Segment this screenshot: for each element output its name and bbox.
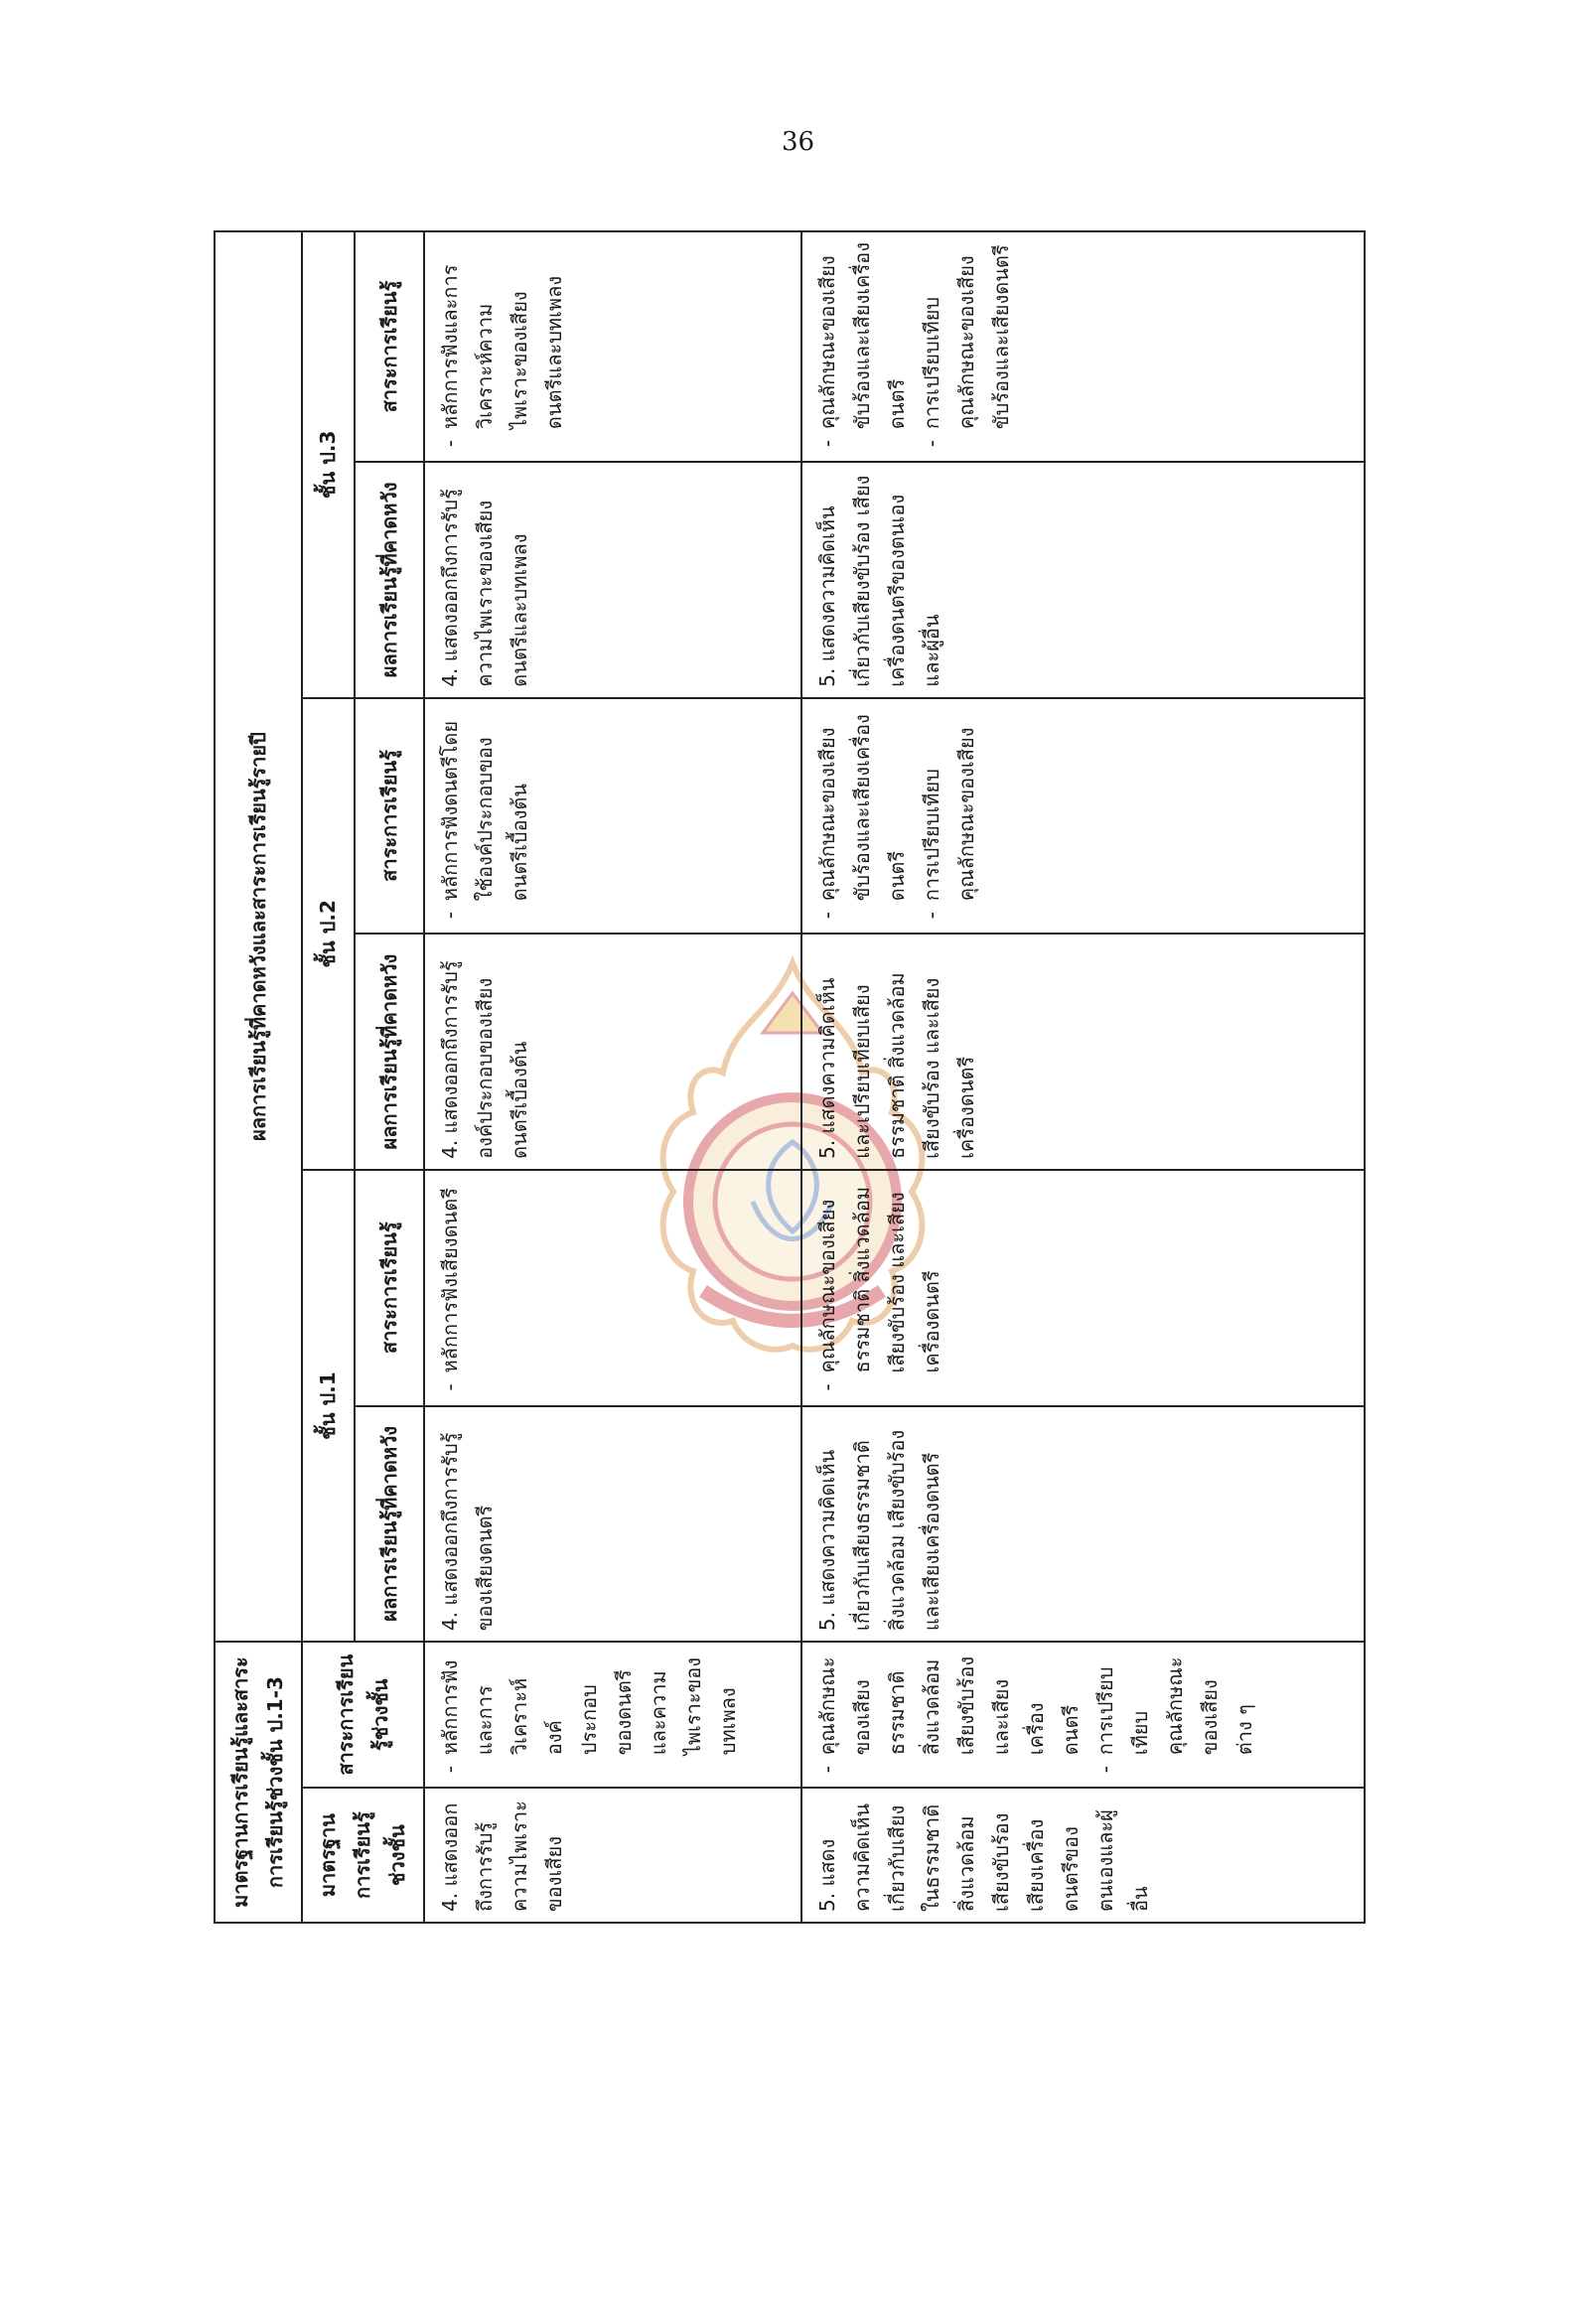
row-2-p3-subject <box>801 231 1365 462</box>
row-1-content <box>424 1642 801 1788</box>
row-1-standard: 4. แสดงออกถึงการรับรู้ความไพเราะของเสียง <box>424 1788 801 1923</box>
header-p1-subject: สาระการเรียนรู้ <box>355 1170 424 1406</box>
curriculum-table <box>214 230 1366 1924</box>
list-item: - หลักการฟังและการวิเคราะห์ความไพเราะของเสียงดนตรีและบทเพลง <box>433 242 572 451</box>
list-item: - หลักการฟังและการวิเคราะห์องค์ประกอบของดนตรีและความไพเราะของบทเพลง <box>433 1653 746 1777</box>
header-p3-outcome: ผลการเรียนรู้ที่คาดหวัง <box>355 462 424 698</box>
row-1-p3-outcome: 4. แสดงออกถึงการรับรู้ความไพเราะของเสียงดนตรีและบทเพลง <box>424 462 801 698</box>
list-item: - คุณลักษณะของเสียง ธรรมชาติ สิ่งแวดล้อม เสียงขับร้อง และเสียงเครื่องดนตรี <box>810 1653 1088 1777</box>
row-2-p3-outcome: 5. แสดงความคิดเห็นเกี่ยวกับเสียงขับร้อง เสียงเครื่องดนตรีของตนเองและผู้อื่น <box>801 462 1365 698</box>
table-row <box>424 231 801 1923</box>
header-outcomes-group: ผลการเรียนรู้ที่คาดหวังและสาระการเรียนรู้รายปี <box>215 231 302 1642</box>
header-p1-outcome: ผลการเรียนรู้ที่คาดหวัง <box>355 1406 424 1643</box>
list-item: - คุณลักษณะของเสียงขับร้องและเสียงเครื่องดนตรี <box>810 709 915 924</box>
header-p2-subject: สาระการเรียนรู้ <box>355 698 424 935</box>
list-item: - การเปรียบเทียบคุณลักษณะของเสียงต่าง ๆ <box>1088 1653 1262 1777</box>
row-1-p3-subject <box>424 231 801 462</box>
header-standard-group: มาตรฐานการเรียนรู้และสาระการเรียนรู้ช่วงชั้น ป.1-3 <box>215 1642 302 1923</box>
row-2-p2-outcome: 5. แสดงความคิดเห็นและเปรียบเทียบเสียงธรรมชาติ สิ่งแวดล้อม เสียงขับร้อง และเสียงเครื่องดนตรี <box>801 934 1365 1170</box>
row-2-p1-outcome: 5. แสดงความคิดเห็นเกี่ยวกับเสียงธรรมชาติ สิ่งแวดล้อม เสียงขับร้อง และเสียงเครื่องดนตรี <box>801 1406 1365 1643</box>
header-grade-1: ชั้น ป.1 <box>302 1170 355 1642</box>
list-item: - การเปรียบเทียบคุณลักษณะของเสียง <box>915 709 984 924</box>
header-col-standard: มาตรฐานการเรียนรู้ช่วงชั้น <box>302 1788 424 1923</box>
row-1-p2-subject <box>424 698 801 935</box>
row-2-p1-subject <box>801 1170 1365 1406</box>
list-item: - หลักการฟังเสียงดนตรี <box>433 1181 468 1395</box>
row-1-p1-outcome: 4. แสดงออกถึงการรับรู้ของเสียงดนตรี <box>424 1406 801 1643</box>
list-item: - การเปรียบเทียบคุณลักษณะของเสียงขับร้องและเสียงดนตรี <box>915 242 1019 451</box>
header-col-content: สาระการเรียนรู้ช่วงชั้น <box>302 1642 424 1788</box>
row-2-standard: 5. แสดงความคิดเห็นเกี่ยวกับเสียงในธรรมชาติ สิ่งแวดล้อม เสียงขับร้อง เสียงเครื่องดนตรีของตนเองและผู้อื่น <box>801 1788 1365 1923</box>
header-grade-2: ชั้น ป.2 <box>302 698 355 1170</box>
header-p2-outcome: ผลการเรียนรู้ที่คาดหวัง <box>355 934 424 1170</box>
row-2-p2-subject <box>801 698 1365 935</box>
row-1-p1-subject <box>424 1170 801 1406</box>
page-number: 36 <box>781 127 815 157</box>
row-1-p2-outcome: 4. แสดงออกถึงการรับรู้องค์ประกอบของเสียงดนตรีเบื้องต้น <box>424 934 801 1170</box>
list-item: - คุณลักษณะของเสียงธรรมชาติ สิ่งแวดล้อม เสียงขับร้อง และเสียงเครื่องดนตรี <box>810 1181 949 1395</box>
list-item: - หลักการฟังดนตรีโดยใช้องค์ประกอบของดนตรีเบื้องต้น <box>433 709 537 924</box>
row-2-content <box>801 1642 1365 1788</box>
rotated-table-container <box>214 230 1366 1924</box>
header-grade-3: ชั้น ป.3 <box>302 231 355 698</box>
table-row <box>801 231 1365 1923</box>
header-p3-subject: สาระการเรียนรู้ <box>355 231 424 462</box>
list-item: - คุณลักษณะของเสียงขับร้องและเสียงเครื่องดนตรี <box>810 242 915 451</box>
